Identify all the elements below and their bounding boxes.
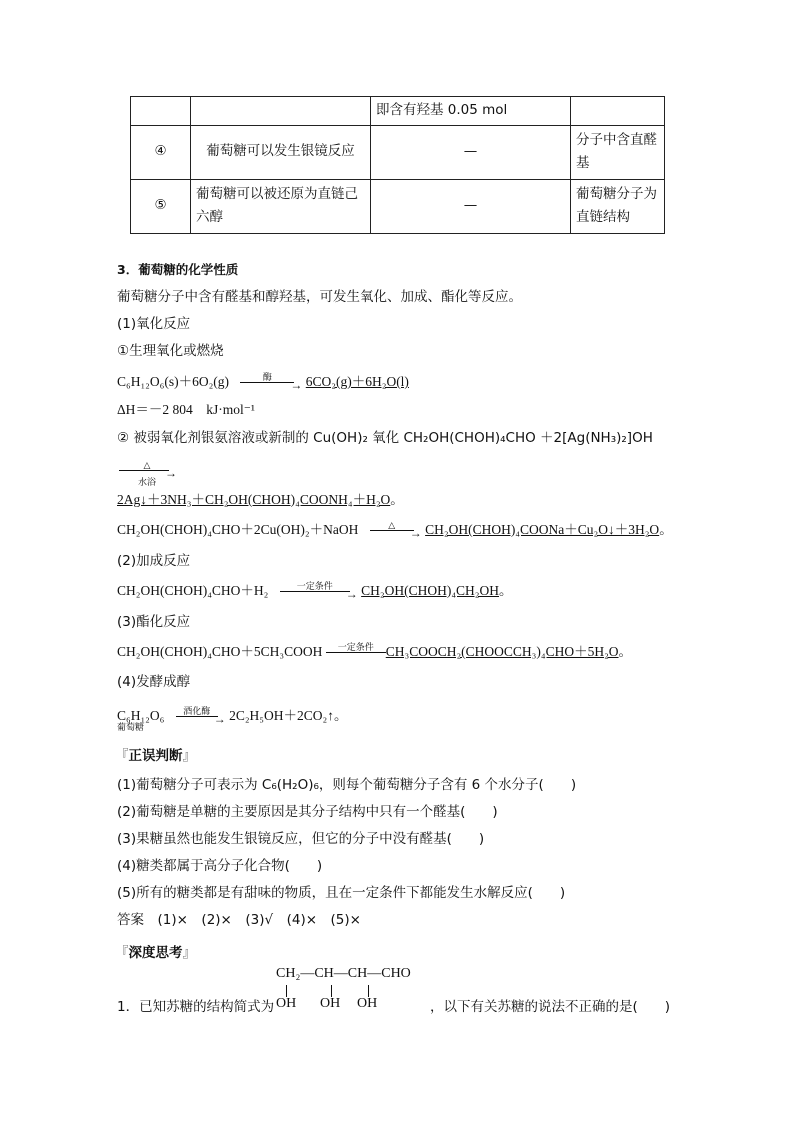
equation-fermentation [117,705,348,733]
glucose-label: 葡萄糖 [117,723,145,733]
equation-right: 2C₂H₅OH＋2CO₂↑。 [229,708,348,723]
explanation-cell: — [371,125,571,179]
reaction-arrow: △ 水浴 → [117,461,177,481]
equation-left: CH₂OH(CHOH)₄CHO＋5CH₃COOH [117,644,323,659]
arrow-condition-top: △ [143,459,151,470]
question-text: 1．已知苏糖的结构简式为 [117,999,275,1015]
oh-group: OH [276,996,297,1011]
equation-right: CH₂OH(CHOH)₄CH₂OH [361,583,499,598]
explanation-cell: 即含有羟基 0.05 mol [371,97,571,126]
intro-text: 葡萄糖分子中含有醛基和醇羟基，可发生氧化、加成、酯化等反应。 [117,289,522,305]
table-row [131,179,665,233]
equation-right: CH₃COOCH₂(CHOOCCH₃)₄CHO＋5H₂O [385,644,619,659]
equation-left: C₆H₁₂O₆ [117,708,165,723]
equation-ester [117,642,632,663]
subheading-oxidation: (1)氧化反应 [117,316,191,332]
reaction-arrow: 酶 → [232,373,302,393]
period: 。 [390,492,404,507]
oh-group: OH [357,996,378,1011]
oh-group: OH [320,996,341,1011]
period: 。 [659,522,673,537]
equation-left: C₆H₁₂O₆(s)＋6O₂(g) [117,374,230,389]
period: 。 [499,583,513,598]
arrow-condition-bottom: 水浴 [137,476,156,487]
reaction-arrow: 一定条件 → [272,582,358,602]
reaction-arrow: 酒化酶 → [168,707,226,727]
judge-item: (1)葡萄糖分子可表示为 C₆(H₂O)₆，则每个葡萄糖分子含有 6 个水分子( ) [117,777,577,793]
row-number: ⑤ [131,179,191,233]
arrow-condition: △ [388,519,396,530]
weak-oxidizer-text: ② 被弱氧化剂银氨溶液或新制的 Cu(OH)₂ 氧化 CH₂OH(CHOH)₄CHO ＋2[Ag(NH₃)₂]OH [117,430,653,446]
reaction-arrow: △ → [362,521,422,541]
enthalpy-line: ΔH＝－2 804 kJ·mol⁻¹ [117,402,255,417]
subheading-fermentation: (4)发酵成醇 [117,674,191,690]
fact-cell: 葡萄糖可以发生银镜反应 [191,125,371,179]
table-row [131,125,665,179]
fact-cell: 葡萄糖可以被还原为直链己六醇 [191,179,371,233]
subheading-esterification: (3)酯化反应 [117,614,191,630]
period: 。 [618,644,633,659]
think-title: 深度思考 [128,945,183,961]
table-row [131,97,665,126]
fact-cell [191,97,371,126]
equation-right: 2Ag↓＋3NH₃＋CH₂OH(CHOH)₄COONH₄＋H₂O [117,492,391,507]
section-title: 3．葡萄糖的化学性质 [117,262,239,277]
row-number [131,97,191,126]
equation-left: CH₂OH(CHOH)₄CHO＋H₂ [117,583,269,598]
answer-line: 答案 (1)× (2)× (3)√ (4)× (5)× [117,912,361,928]
subheading-physiological: ①生理氧化或燃烧 [117,343,224,359]
conclusion-cell: 葡萄糖分子为直链结构 [571,179,665,233]
think-heading: 『深度思考』 [115,945,196,961]
explanation-cell: — [371,179,571,233]
equation-addition [117,581,513,602]
equation-copper [117,520,673,541]
conclusion-cell [571,97,665,126]
arrow-condition: 酶 [262,371,272,382]
data-table [130,96,665,234]
water-bath-arrow [117,459,177,487]
equation-right: CH₂OH(CHOH)₄COONa＋Cu₂O↓＋3H₂O [425,522,660,537]
judge-heading: 『正误判断』 [115,748,196,764]
structure-chain: CH₂—CH—CH—CHO [276,966,411,981]
equation-right: 6CO₂(g)＋6H₂O(l) [305,374,409,389]
equation-combustion [117,372,409,393]
arrow-condition: 一定条件 [337,641,374,652]
arrow-condition: 酒化酶 [183,705,211,716]
reaction-arrow [326,643,386,663]
silver-mirror-products [117,490,404,510]
subheading-addition: (2)加成反应 [117,553,191,569]
judge-item: (3)果糖虽然也能发生银镜反应，但它的分子中没有醛基( ) [117,831,485,847]
arrow-condition: 一定条件 [296,580,333,591]
judge-item: (4)糖类都属于高分子化合物( ) [117,858,323,874]
judge-title: 正误判断 [128,748,183,764]
question-tail: ，以下有关苏糖的说法不正确的是( ) [430,999,671,1015]
judge-item: (5)所有的糖类都是有甜味的物质，且在一定条件下都能发生水解反应( ) [117,885,566,901]
judge-item: (2)葡萄糖是单糖的主要原因是其分子结构中只有一个醛基( ) [117,804,498,820]
equation-left: CH₂OH(CHOH)₄CHO＋2Cu(OH)₂＋NaOH [117,522,359,537]
row-number: ④ [131,125,191,179]
conclusion-cell: 分子中含直醛基 [571,125,665,179]
question-line [117,997,274,1017]
